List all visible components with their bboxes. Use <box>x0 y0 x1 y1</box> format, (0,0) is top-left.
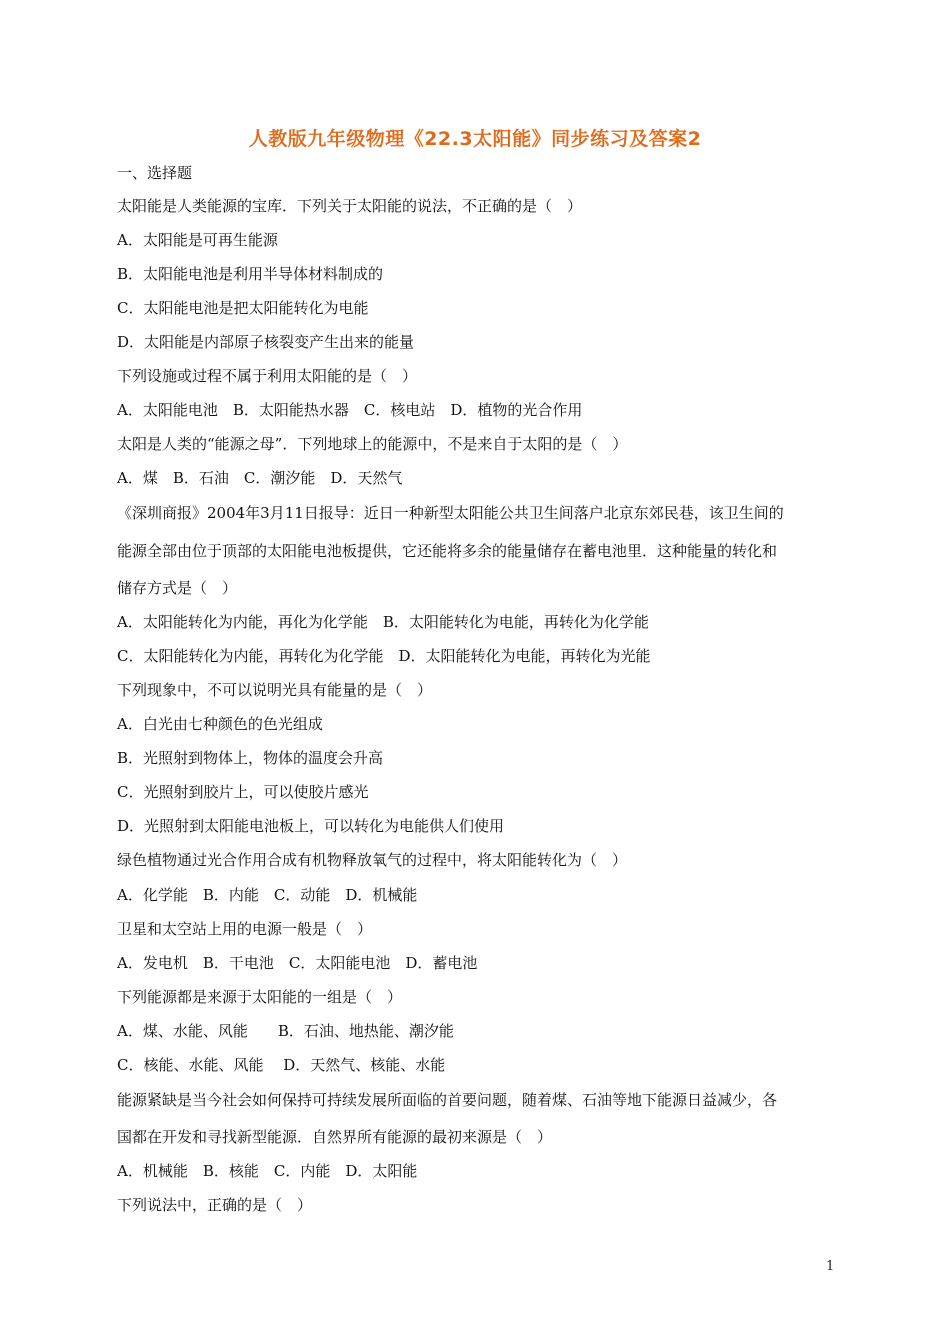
answer-options: A．机械能 B．核能 C．内能 D．太阳能 <box>117 1162 418 1180</box>
answer-option: A．白光由七种颜色的色光组成 <box>117 715 323 733</box>
answer-options: A．煤 B．石油 C．潮汐能 D．天然气 <box>117 469 403 487</box>
answer-option: C．太阳能电池是把太阳能转化为电能 <box>117 299 369 317</box>
question-stem: 能源紧缺是当今社会如何保持可持续发展所面临的首要问题，随着煤、石油等地下能源日益减少，各 <box>117 1091 778 1109</box>
document-title: 人教版九年级物理《22.3太阳能》同步练习及答案2 <box>248 128 702 150</box>
answer-options: C．太阳能转化为内能，再转化为化学能 D．太阳能转化为电能，再转化为光能 <box>117 647 651 665</box>
question-stem: 下列说法中，正确的是（ ） <box>117 1196 313 1214</box>
answer-options: A．太阳能转化为内能，再化为化学能 B．太阳能转化为电能，再转化为化学能 <box>117 613 649 631</box>
question-stem: 下列能源都是来源于太阳能的一组是（ ） <box>117 988 403 1006</box>
question-stem: 太阳能是人类能源的宝库．下列关于太阳能的说法，不正确的是（ ） <box>117 197 583 215</box>
answer-options: A．煤、水能、风能 B．石油、地热能、潮汐能 <box>117 1022 454 1040</box>
answer-option: D．太阳能是内部原子核裂变产生出来的能量 <box>117 333 415 351</box>
answer-option: D．光照射到太阳能电池板上，可以转化为电能供人们使用 <box>117 817 505 835</box>
answer-option: C．光照射到胶片上，可以使胶片感光 <box>117 783 369 801</box>
question-stem: 能源全部由位于顶部的太阳能电池板提供，它还能将多余的能量储存在蓄电池里．这种能量的转化和 <box>117 542 778 560</box>
answer-option: A．太阳能是可再生能源 <box>117 231 278 249</box>
question-stem: 下列现象中，不可以说明光具有能量的是（ ） <box>117 681 433 699</box>
answer-options: A．太阳能电池 B．太阳能热水器 C．核电站 D．植物的光合作用 <box>117 401 583 419</box>
section-heading: 一、选择题 <box>117 164 193 182</box>
page-number: 1 <box>826 1259 835 1274</box>
question-stem: 《深圳商报》2004年3月11日报导：近日一种新型太阳能公共卫生间落户北京东郊民巷，该卫生间的 <box>117 504 784 522</box>
answer-options: A．发电机 B．干电池 C．太阳能电池 D．蓄电池 <box>117 954 478 972</box>
question-stem: 卫星和太空站上用的电源一般是（ ） <box>117 920 373 938</box>
question-stem: 太阳是人类的“能源之母”．下列地球上的能源中，不是来自于太阳的是（ ） <box>117 435 628 453</box>
question-stem: 国都在开发和寻找新型能源．自然界所有能源的最初来源是（ ） <box>117 1128 553 1146</box>
answer-option: B．光照射到物体上，物体的温度会升高 <box>117 749 384 767</box>
answer-options: C．核能、水能、风能 D．天然气、核能、水能 <box>117 1056 446 1074</box>
question-stem: 下列设施或过程不属于利用太阳能的是（ ） <box>117 367 418 385</box>
question-stem: 储存方式是（ ） <box>117 579 238 597</box>
question-stem: 绿色植物通过光合作用合成有机物释放氧气的过程中，将太阳能转化为（ ） <box>117 851 628 869</box>
answer-option: B．太阳能电池是利用半导体材料制成的 <box>117 265 384 283</box>
answer-options: A．化学能 B．内能 C．动能 D．机械能 <box>117 886 418 904</box>
